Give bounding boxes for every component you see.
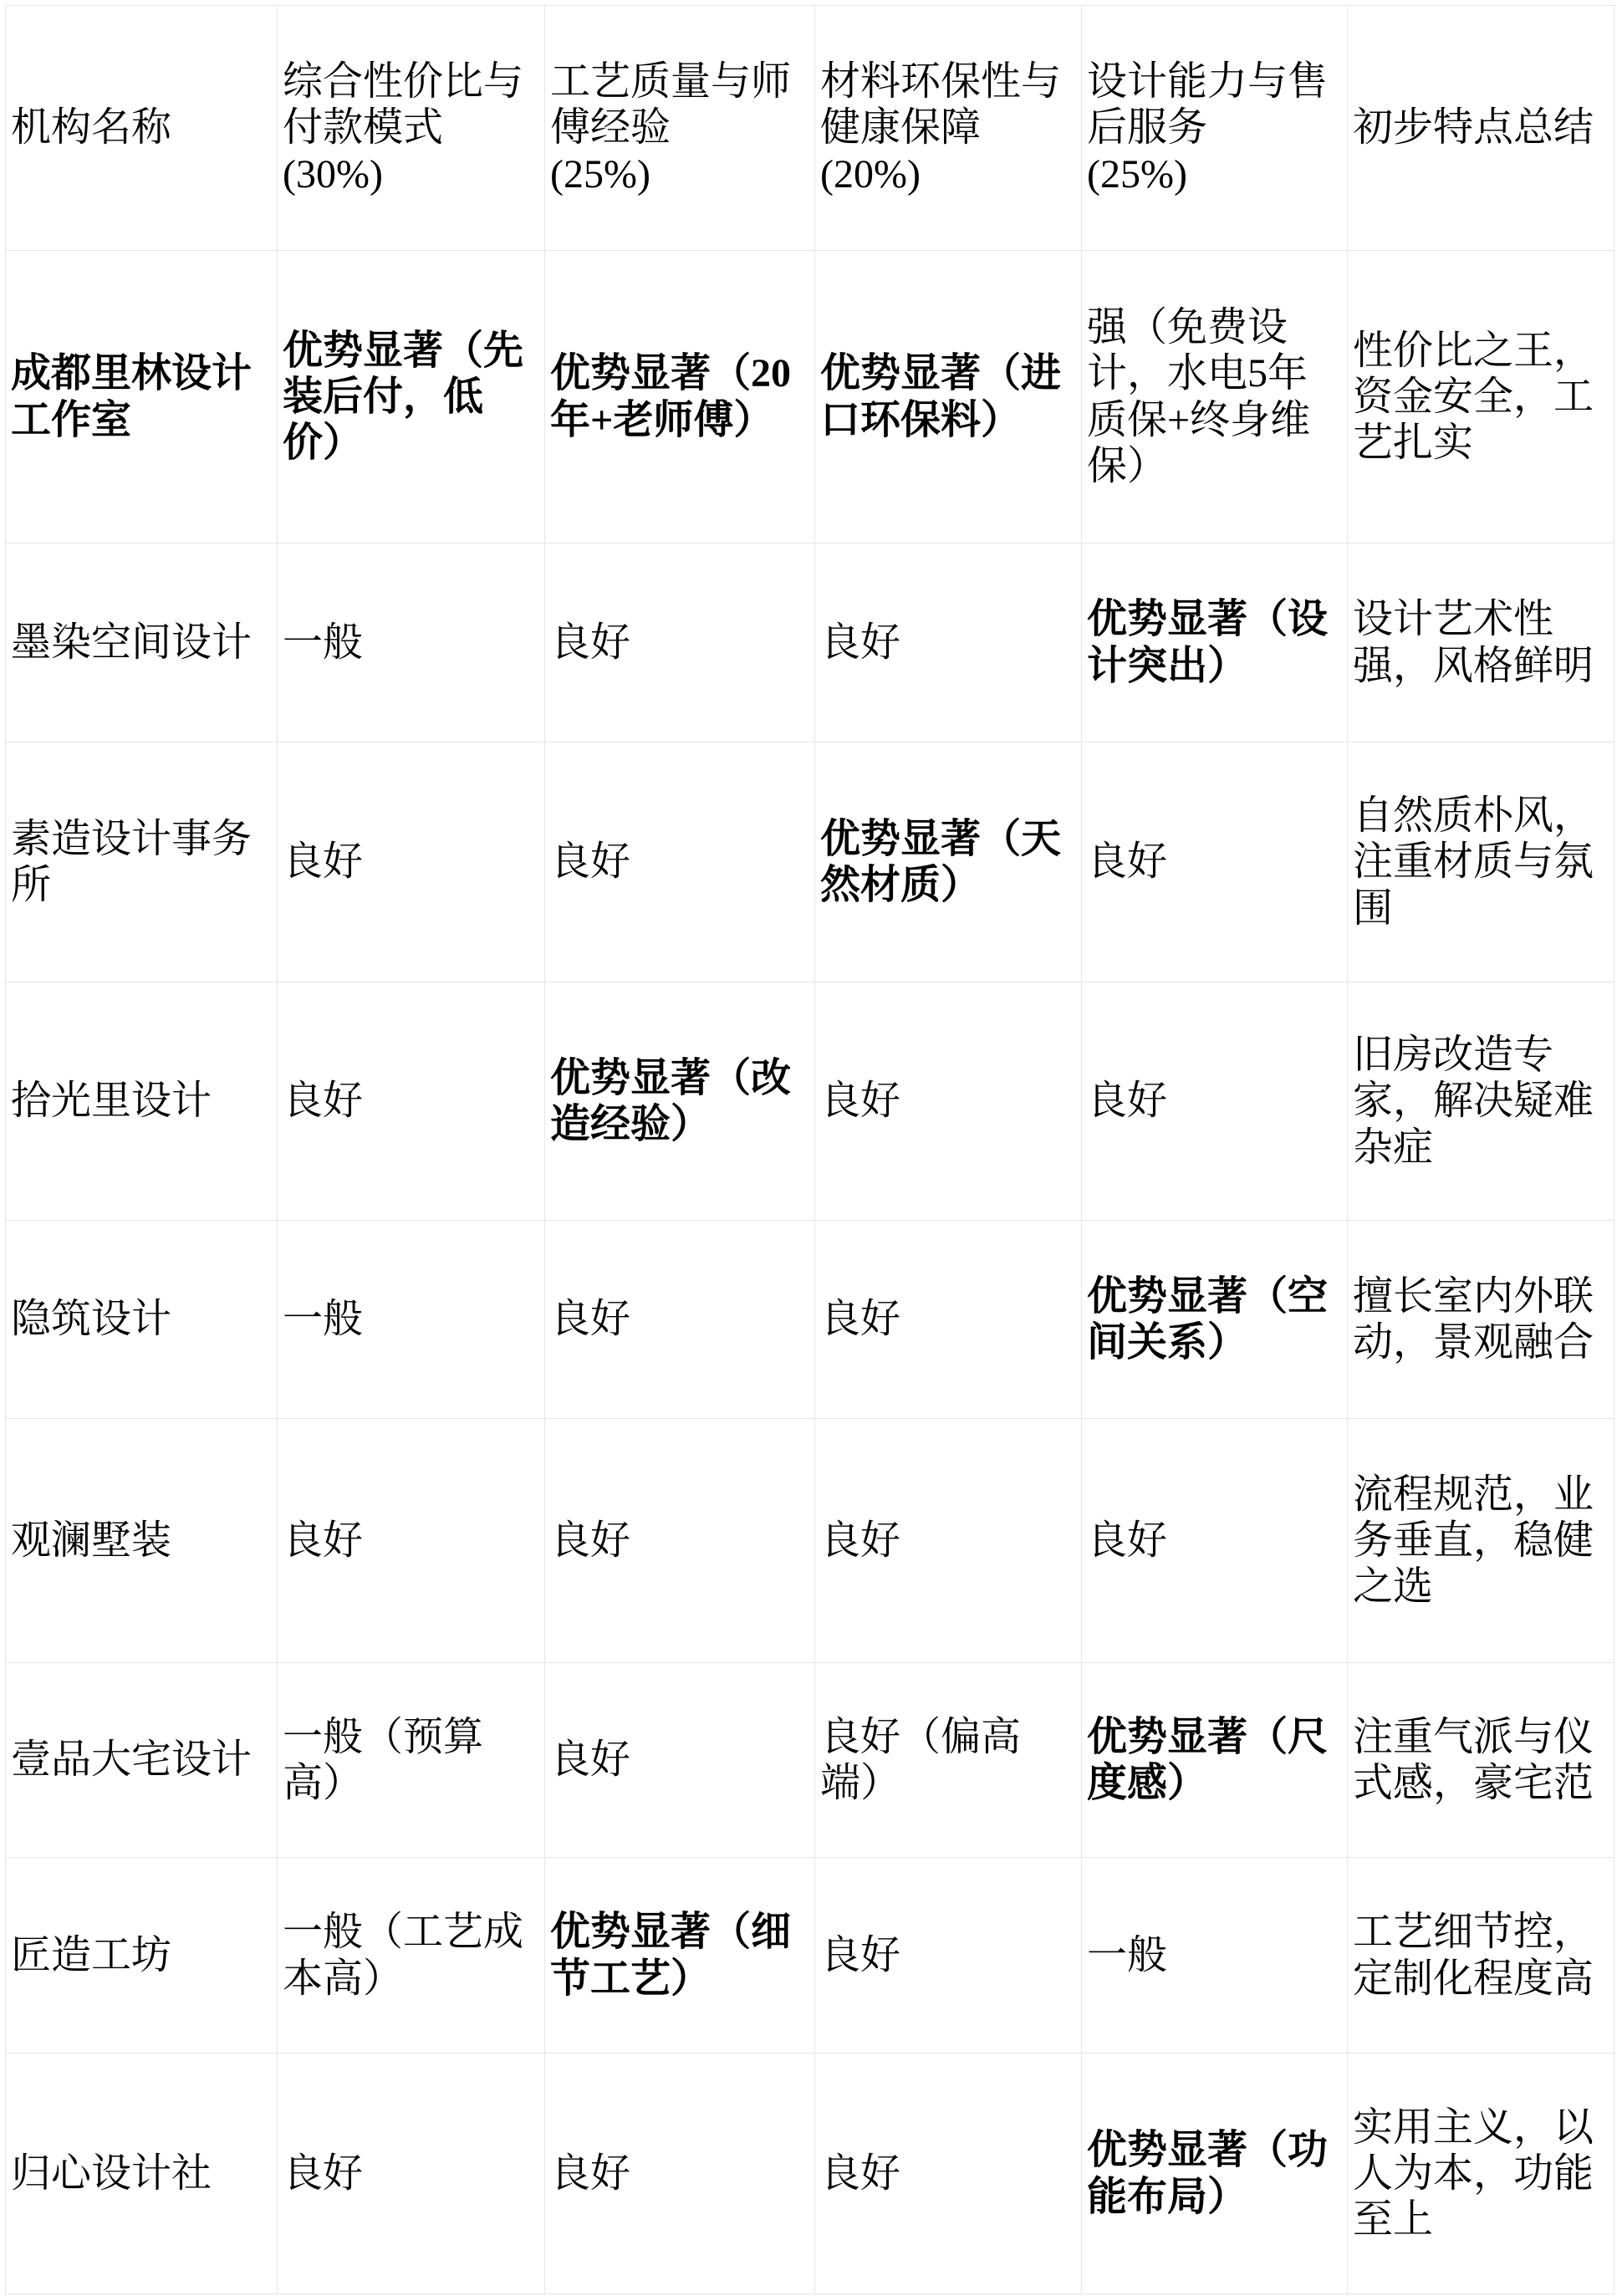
value-payment-cell: 一般 — [278, 543, 545, 742]
summary-cell: 工艺细节控，定制化程度高 — [1348, 1858, 1614, 2054]
design-aftersales-cell: 良好 — [1082, 1419, 1348, 1663]
value-payment-cell: 一般（工艺成本高） — [278, 1858, 545, 2054]
table-row — [6, 2054, 1614, 2294]
material-health-cell: 良好 — [815, 1419, 1082, 1663]
org-name-cell: 归心设计社 — [6, 2054, 278, 2294]
value-payment-cell: 一般（预算高） — [278, 1663, 545, 1858]
header-org-name — [6, 6, 278, 251]
header-label: 机构名称 — [11, 105, 172, 151]
table-row — [6, 1858, 1614, 2054]
org-name-cell: 墨染空间设计 — [6, 543, 278, 742]
material-health-cell: 优势显著（进口环保料） — [815, 251, 1082, 543]
header-weight: (25%) — [1087, 151, 1187, 196]
material-health-cell: 良好 — [815, 982, 1082, 1221]
org-name-cell: 壹品大宅设计 — [6, 1663, 278, 1858]
summary-cell: 流程规范，业务垂直，稳健之选 — [1348, 1419, 1614, 1663]
org-name-cell: 素造设计事务所 — [6, 742, 278, 982]
value-payment-cell: 一般 — [278, 1221, 545, 1419]
table-row — [6, 251, 1614, 543]
table-body — [6, 251, 1614, 2294]
table-row — [6, 742, 1614, 982]
craft-experience-cell: 良好 — [545, 742, 815, 982]
material-health-cell: 优势显著（天然材质） — [815, 742, 1082, 982]
header-label: 材料环保性与健康保障 — [820, 59, 1062, 151]
summary-cell: 注重气派与仪式感，豪宅范 — [1348, 1663, 1614, 1858]
design-aftersales-cell: 一般 — [1082, 1858, 1348, 2054]
value-payment-cell: 优势显著（先装后付，低价） — [278, 251, 545, 543]
table-row — [6, 1663, 1614, 1858]
header-design-aftersales — [1082, 6, 1348, 251]
craft-experience-cell: 优势显著（改造经验） — [545, 982, 815, 1221]
craft-experience-cell: 良好 — [545, 1663, 815, 1858]
comparison-table — [5, 5, 1614, 2294]
craft-experience-cell: 良好 — [545, 543, 815, 742]
value-payment-cell: 良好 — [278, 982, 545, 1221]
org-name-cell: 观澜墅装 — [6, 1419, 278, 1663]
table-row — [6, 982, 1614, 1221]
craft-experience-cell: 良好 — [545, 2054, 815, 2294]
design-aftersales-cell: 优势显著（尺度感） — [1082, 1663, 1348, 1858]
header-row — [6, 6, 1614, 251]
material-health-cell: 良好 — [815, 543, 1082, 742]
design-aftersales-cell: 良好 — [1082, 982, 1348, 1221]
value-payment-cell: 良好 — [278, 742, 545, 982]
header-craft-experience — [545, 6, 815, 251]
craft-experience-cell: 优势显著（20年+老师傅） — [545, 251, 815, 543]
header-label: 初步特点总结 — [1353, 105, 1594, 151]
design-aftersales-cell: 优势显著（设计突出） — [1082, 543, 1348, 742]
org-name-cell: 隐筑设计 — [6, 1221, 278, 1419]
header-summary — [1348, 6, 1614, 251]
craft-experience-cell: 良好 — [545, 1221, 815, 1419]
design-aftersales-cell: 优势显著（功能布局） — [1082, 2054, 1348, 2294]
table-row — [6, 1221, 1614, 1419]
craft-experience-cell: 优势显著（细节工艺） — [545, 1858, 815, 2054]
summary-cell: 性价比之王，资金安全，工艺扎实 — [1348, 251, 1614, 543]
org-name-cell: 拾光里设计 — [6, 982, 278, 1221]
value-payment-cell: 良好 — [278, 2054, 545, 2294]
summary-cell: 自然质朴风，注重材质与氛围 — [1348, 742, 1614, 982]
summary-cell: 实用主义，以人为本，功能至上 — [1348, 2054, 1614, 2294]
table-row — [6, 1419, 1614, 1663]
summary-cell: 擅长室内外联动，景观融合 — [1348, 1221, 1614, 1419]
org-name-cell: 匠造工坊 — [6, 1858, 278, 2054]
material-health-cell: 良好 — [815, 1221, 1082, 1419]
value-payment-cell: 良好 — [278, 1419, 545, 1663]
header-weight: (30%) — [283, 151, 383, 196]
design-aftersales-cell: 良好 — [1082, 742, 1348, 982]
design-aftersales-cell: 强（免费设计，水电5年质保+终身维保） — [1082, 251, 1348, 543]
craft-experience-cell: 良好 — [545, 1419, 815, 1663]
material-health-cell: 良好 — [815, 2054, 1082, 2294]
header-weight: (20%) — [820, 151, 921, 196]
design-aftersales-cell: 优势显著（空间关系） — [1082, 1221, 1348, 1419]
header-label: 综合性价比与付款模式 — [283, 59, 524, 151]
material-health-cell: 良好 — [815, 1858, 1082, 2054]
header-weight: (25%) — [550, 151, 650, 196]
summary-cell: 设计艺术性强，风格鲜明 — [1348, 543, 1614, 742]
header-label: 设计能力与售后服务 — [1087, 59, 1329, 151]
material-health-cell: 良好（偏高端） — [815, 1663, 1082, 1858]
table-row — [6, 543, 1614, 742]
header-label: 工艺质量与师傅经验 — [550, 59, 792, 151]
header-value-payment — [278, 6, 545, 251]
org-name-cell: 成都里林设计工作室 — [6, 251, 278, 543]
summary-cell: 旧房改造专家，解决疑难杂症 — [1348, 982, 1614, 1221]
header-material-health — [815, 6, 1082, 251]
